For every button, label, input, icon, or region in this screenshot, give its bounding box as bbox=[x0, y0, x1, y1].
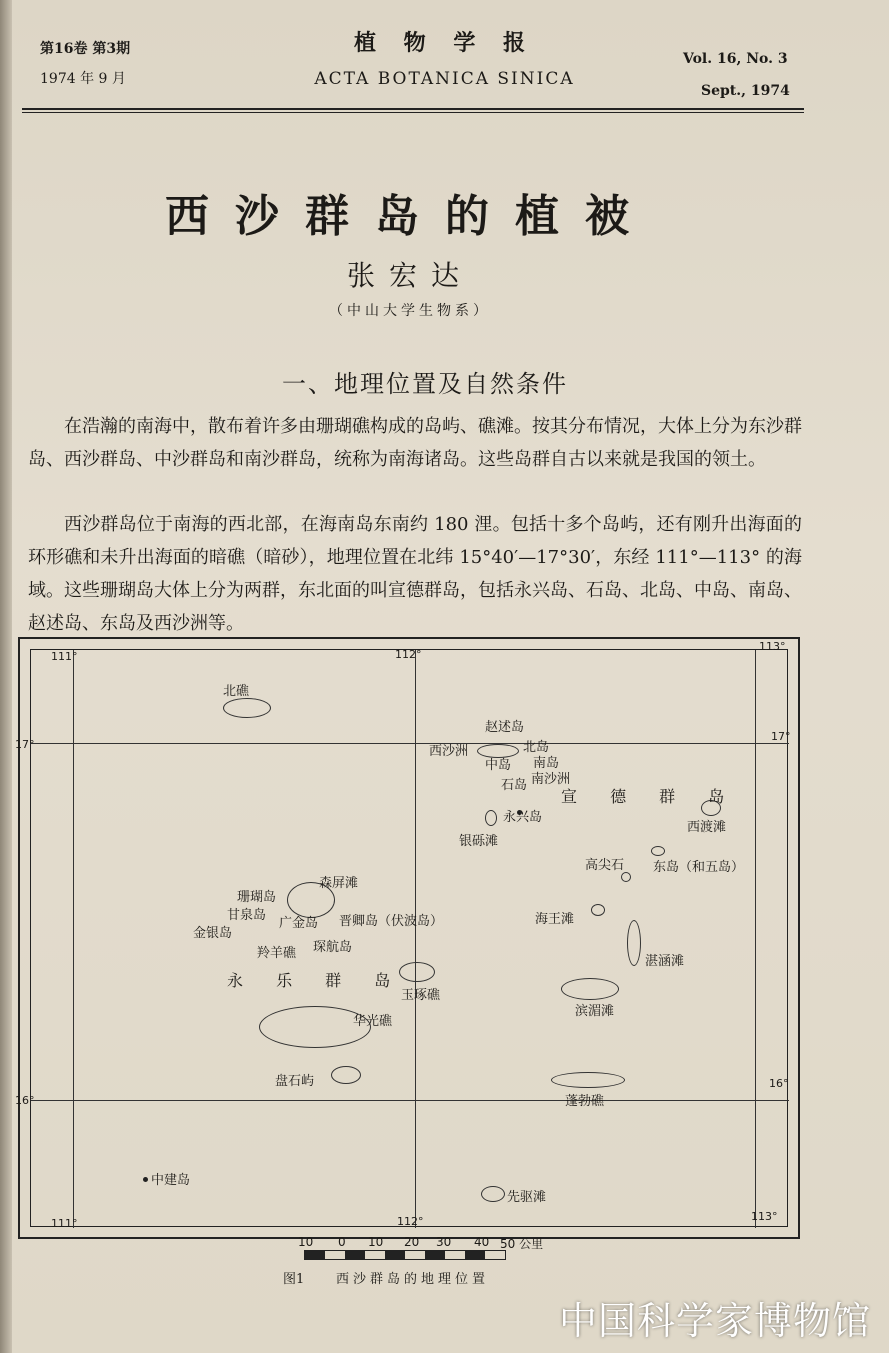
label-lingyang: 羚羊礁 bbox=[257, 946, 297, 961]
date-cn: 1974 年 9 月 bbox=[40, 71, 126, 87]
label-gaojian: 高尖石 bbox=[585, 858, 625, 873]
map-figure bbox=[15, 637, 800, 1239]
label-binmei: 滨湄滩 bbox=[575, 1004, 615, 1019]
lat-label-16-right: 16° bbox=[769, 1077, 789, 1090]
label-shanhu: 珊瑚岛 bbox=[237, 890, 277, 905]
reef-binmei bbox=[561, 978, 619, 1000]
scale-tick-20: 20 bbox=[404, 1235, 420, 1249]
label-nandao: 南岛 bbox=[533, 756, 560, 771]
label-jinyin: 金银岛 bbox=[193, 926, 233, 941]
scale-seg-3 bbox=[385, 1251, 405, 1259]
scale-tick-30: 30 bbox=[436, 1235, 452, 1249]
figure-caption-text: 西沙群岛的地理位置 bbox=[336, 1272, 490, 1287]
reef-yinli bbox=[485, 810, 497, 826]
label-zhongdao: 中岛 bbox=[485, 758, 512, 773]
header-rule bbox=[22, 108, 804, 110]
label-zhanhan: 湛涵滩 bbox=[645, 954, 685, 969]
lon-label-112-top: 112° bbox=[395, 648, 422, 661]
scale-tick-50-km: 50 公里 bbox=[500, 1237, 544, 1251]
article-author: 张宏达 bbox=[346, 259, 473, 292]
label-xishazhou: 西沙洲 bbox=[429, 744, 469, 759]
author-affiliation: （中山大学生物系） bbox=[329, 303, 491, 319]
reef-yuzhuo bbox=[399, 962, 435, 982]
label-dongdao: 东岛（和五岛） bbox=[653, 860, 745, 875]
label-pengbo: 蓬勃礁 bbox=[565, 1094, 605, 1109]
label-beijiao: 北礁 bbox=[223, 684, 250, 699]
reef-xianqu bbox=[481, 1186, 505, 1202]
island-dongdao bbox=[651, 846, 665, 856]
lon-label-111-top: 111° bbox=[51, 650, 78, 663]
meridian-111 bbox=[73, 650, 74, 1228]
meridian-112 bbox=[415, 650, 416, 1228]
paragraph-1: 在浩瀚的南海中，散布着许多由珊瑚礁构成的岛屿、礁滩。按其分布情况，大体上分为东沙群岛、西沙群岛、中沙群岛和南沙群岛，统称为南海诸岛。这些岛群自古以来就是我国的领土。 bbox=[28, 416, 802, 470]
volume-cn: 第16卷 第3期 bbox=[40, 41, 131, 57]
meridian-113 bbox=[755, 650, 756, 1228]
label-xianqu: 先驱滩 bbox=[507, 1190, 547, 1205]
label-yongle-group: 永 乐 群 岛 bbox=[227, 971, 405, 990]
label-xuande-group: 宣 德 群 岛 bbox=[561, 787, 739, 806]
reef-beijiao bbox=[223, 698, 271, 718]
label-yongxing: 永兴岛 bbox=[503, 810, 543, 825]
parallel-17 bbox=[31, 743, 789, 744]
label-zhongjian: 中建岛 bbox=[151, 1173, 191, 1188]
label-xidu: 西渡滩 bbox=[687, 820, 727, 835]
scale-seg-2 bbox=[345, 1251, 365, 1259]
reef-haiwang bbox=[591, 904, 605, 916]
section-heading: 一、地理位置及自然条件 bbox=[282, 370, 568, 398]
header-rule-thin bbox=[22, 112, 804, 113]
reef-panshi bbox=[331, 1066, 361, 1084]
scale-tick-0: 0 bbox=[338, 1235, 346, 1249]
label-panshi: 盘石屿 bbox=[275, 1074, 315, 1089]
lat-label-17-right: 17° bbox=[771, 730, 791, 743]
label-yinli: 银砾滩 bbox=[459, 834, 499, 849]
scale-seg-5 bbox=[465, 1251, 485, 1259]
lon-label-111-bottom: 111° bbox=[51, 1217, 78, 1230]
journal-title-cn: 植 物 学 报 bbox=[354, 30, 535, 56]
label-guangjin: 广金岛 bbox=[279, 916, 319, 931]
label-shidao: 石岛 bbox=[501, 778, 528, 793]
parallel-16 bbox=[31, 1100, 789, 1101]
scale-tick-10: 10 bbox=[368, 1235, 384, 1249]
scale-seg-4 bbox=[425, 1251, 445, 1259]
scale-tick-10-left: 10 bbox=[298, 1235, 314, 1249]
figure-number: 图1 bbox=[283, 1272, 305, 1287]
lon-label-113-bottom: 113° bbox=[751, 1210, 778, 1223]
label-yuzhuo: 玉琢礁 bbox=[401, 988, 441, 1003]
label-beidao: 北岛 bbox=[523, 740, 550, 755]
museum-watermark: 中国科学家博物馆 bbox=[558, 1299, 871, 1343]
lat-label-16-left: 16° bbox=[15, 1094, 35, 1107]
label-senping: 森屏滩 bbox=[319, 876, 359, 891]
label-nanshazhou: 南沙洲 bbox=[531, 772, 571, 787]
date-en: Sept., 1974 bbox=[701, 83, 790, 99]
label-zhaoshu: 赵述岛 bbox=[485, 720, 525, 735]
lat-label-17-left: 17° bbox=[15, 738, 35, 751]
scale-tick-40: 40 bbox=[474, 1235, 490, 1249]
island-zhongjian-dot bbox=[143, 1177, 148, 1182]
map-frame bbox=[15, 640, 791, 1230]
journal-title-en: ACTA BOTANICA SINICA bbox=[314, 69, 575, 89]
label-ganquan: 甘泉岛 bbox=[227, 908, 267, 923]
lon-label-113-top: 113° bbox=[759, 640, 786, 653]
reef-pengbo bbox=[551, 1072, 625, 1088]
label-huaguang: 华光礁 bbox=[353, 1014, 393, 1029]
lon-label-112-bottom: 112° bbox=[397, 1215, 424, 1228]
label-jinqing: 晋卿岛（伏波岛） bbox=[339, 914, 444, 929]
scale-seg-1 bbox=[305, 1251, 325, 1259]
rock-gaojian bbox=[621, 872, 631, 882]
paragraph-2: 西沙群岛位于南海的西北部，在海南岛东南约 180 浬。包括十多个岛屿，还有刚升出海面的环形礁和未升出海面的暗礁（暗砂），地理位置在北纬 15°40′—17°30′，东经 111°—113° 的海域。这些珊瑚岛大体上分为两群，东北面的叫宣德群岛，包括永兴岛、石岛、北岛、中岛、南岛、赵述岛、东岛及西沙洲等。 bbox=[28, 514, 802, 634]
volume-en: Vol. 16, No. 3 bbox=[683, 51, 788, 67]
label-haiwang: 海王滩 bbox=[535, 912, 575, 927]
label-chenhang: 琛航岛 bbox=[313, 940, 353, 955]
article-title: 西沙群岛的植被 bbox=[165, 191, 655, 242]
map-scale-bar bbox=[304, 1250, 506, 1260]
reef-zhanhan bbox=[627, 920, 641, 966]
